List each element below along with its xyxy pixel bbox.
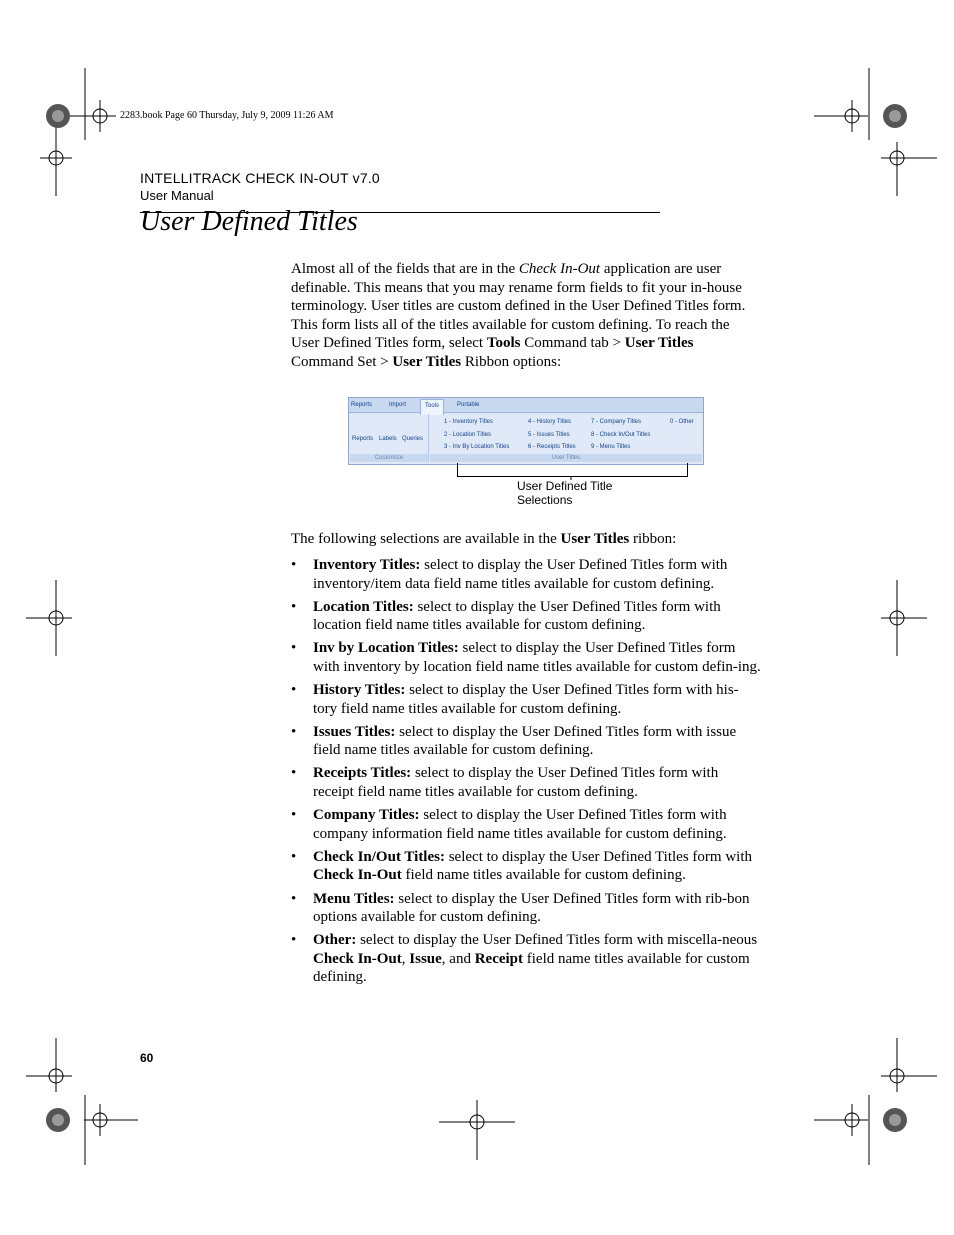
tab-portable[interactable]: Portable xyxy=(457,402,480,408)
inventory-titles-button[interactable]: 1 - Inventory Titles xyxy=(444,419,494,425)
intro-paragraph: Almost all of the fields that are in the Check In-Out application are user definable. This means that you may rename form fields to fit your in-house terminology. User titles are custom defined in the User Defined Titles form. This form lists all of the titles available for custom defining. To reach the User Defined Titles form, select Tools Command tab > User Titles Command Set > User Titles Ribbon options: xyxy=(291,261,746,370)
list-intro: The following selections are available in the User Titles ribbon: xyxy=(291,531,677,547)
list-item: • Menu Titles: select to display the User Defined Titles form with rib-bon options available for custom defining. xyxy=(291,890,761,927)
tab-reports[interactable]: Reports xyxy=(351,402,373,408)
menu-titles-button[interactable]: 9 - Menu Titles xyxy=(591,444,631,450)
list-item: • Company Titles: select to display the User Defined Titles form with company information field name titles available for custom defining. xyxy=(291,806,761,843)
reports-button[interactable]: Reports xyxy=(352,436,374,442)
list-item: • Inv by Location Titles: select to display the User Defined Titles form with inventory by location field name titles available for custom defin-ing. xyxy=(291,639,761,676)
running-header-product: INTELLITRACK CHECK IN-OUT v7.0 xyxy=(140,170,380,186)
list-item: • Other: select to display the User Defined Titles form with miscella-neous Check In-Out, Issue, and Receipt field name titles available for custom defining. xyxy=(291,931,761,987)
list-item: • Issues Titles: select to display the User Defined Titles form with issue field name titles available for custom defining. xyxy=(291,723,761,760)
tab-import[interactable]: Import xyxy=(389,402,407,408)
page-number: 60 xyxy=(140,1051,154,1065)
inv-by-location-titles-button[interactable]: 3 - Inv By Location Titles xyxy=(444,444,510,450)
section-title: User Defined Titles xyxy=(140,206,358,237)
check-in-out-titles-button[interactable]: 8 - Check In/Out Titles xyxy=(591,432,651,438)
location-titles-button[interactable]: 2 - Location Titles xyxy=(444,432,492,438)
list-item: • Check In/Out Titles: select to display the User Defined Titles form with Check In-Out field name titles available for custom defining. xyxy=(291,848,761,885)
app-name: Check In-Out xyxy=(518,261,601,277)
issues-titles-button[interactable]: 5 - Issues Titles xyxy=(528,432,570,438)
user-titles-group-label: User Titles xyxy=(430,454,702,462)
list-item: • Inventory Titles: select to display the User Defined Titles form with inventory/item data field name titles available for custom defining. xyxy=(291,556,761,593)
other-titles-button[interactable]: 0 - Other xyxy=(670,419,694,425)
figure-caption: User Defined Title Selections xyxy=(517,479,613,507)
running-header-subtitle: User Manual xyxy=(140,188,214,203)
tab-tools[interactable]: Tools xyxy=(420,399,444,415)
title-selection-list xyxy=(291,556,761,991)
print-stamp: 2283.book Page 60 Thursday, July 9, 2009 11:26 AM xyxy=(120,110,334,121)
list-item: • Location Titles: select to display the User Defined Titles form with location field name titles available for custom defining. xyxy=(291,598,761,635)
receipts-titles-button[interactable]: 6 - Receipts Titles xyxy=(528,444,576,450)
labels-button[interactable]: Labels xyxy=(379,436,397,442)
customize-group-label: Customize xyxy=(350,454,428,462)
company-titles-button[interactable]: 7 - Company Titles xyxy=(591,419,642,425)
history-titles-button[interactable]: 4 - History Titles xyxy=(528,419,572,425)
list-item: • History Titles: select to display the User Defined Titles form with his-tory field name titles available for custom defining. xyxy=(291,681,761,718)
list-item: • Receipts Titles: select to display the User Defined Titles form with receipt field name titles available for custom defining. xyxy=(291,764,761,801)
queries-button[interactable]: Queries xyxy=(402,436,424,442)
